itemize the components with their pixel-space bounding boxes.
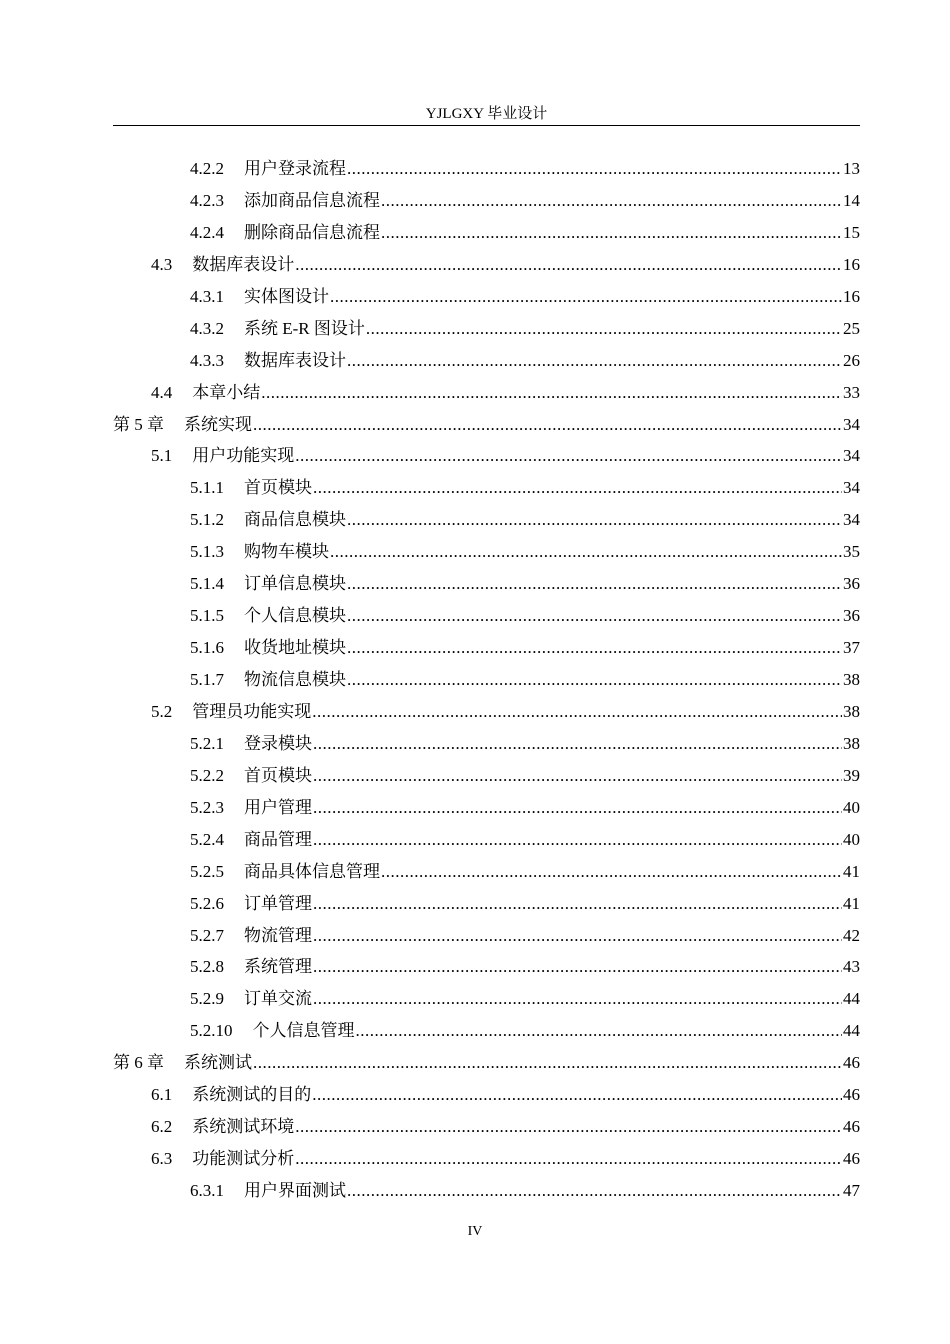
- toc-entry-number: 5.1.1: [190, 478, 224, 498]
- toc-dot-leader: [347, 1181, 842, 1201]
- page-header: YJLGXY 毕业设计: [113, 104, 860, 126]
- toc-entry-number: 5.1.6: [190, 638, 224, 658]
- toc-entry-number: 5.1.7: [190, 670, 224, 689]
- toc-entry-title: 添加商品信息流程: [244, 190, 380, 210]
- toc-entry-title: 实体图设计: [244, 286, 329, 306]
- toc-entry-page: 42: [843, 925, 860, 945]
- toc-entry-page: 46: [843, 1053, 860, 1073]
- toc-entry-number: 第 6 章: [113, 1053, 164, 1073]
- toc-dot-leader: [313, 957, 842, 977]
- toc-entry-number: 6.2: [151, 1117, 173, 1137]
- toc-entry-number: 6.1: [151, 1085, 173, 1105]
- toc-entry-number: 5.2.9: [190, 989, 224, 1009]
- toc-entry-page: 16: [843, 286, 860, 306]
- toc-entry-page: 25: [843, 318, 860, 338]
- toc-dot-leader: [253, 415, 842, 435]
- toc-entry-page: 40: [843, 829, 860, 849]
- toc-entry-page: 16: [843, 254, 860, 274]
- toc-entry-title: 系统管理: [244, 957, 312, 977]
- toc-entry-number: 4.2.2: [190, 159, 224, 178]
- toc-entry-page: 13: [843, 159, 860, 178]
- toc-entry-title: 收货地址模块: [244, 638, 346, 658]
- toc-entry[interactable]: [113, 1048, 860, 1080]
- toc-entry[interactable]: [113, 857, 860, 889]
- toc-entry-title: 删除商品信息流程: [244, 222, 380, 242]
- toc-entry-number: 4.2.4: [190, 222, 224, 242]
- toc-entry-page: 34: [843, 478, 860, 498]
- toc-dot-leader: [347, 574, 842, 594]
- toc-entry-number: 5.2.10: [190, 1021, 233, 1041]
- toc-entry-page: 35: [843, 542, 860, 562]
- toc-entry-number: 5.2.8: [190, 957, 224, 977]
- toc-entry[interactable]: [113, 410, 860, 442]
- toc-dot-leader: [295, 1117, 842, 1137]
- toc-dot-leader: [253, 1053, 842, 1073]
- toc-dot-leader: [381, 862, 842, 882]
- toc-entry[interactable]: [113, 1176, 860, 1208]
- toc-dot-leader: [313, 989, 842, 1009]
- toc-entry-number: 5.2.6: [190, 893, 224, 913]
- toc-entry-page: 15: [843, 222, 860, 242]
- toc-entry-number: 5.1: [151, 446, 173, 466]
- toc-entry-page: 34: [843, 414, 860, 434]
- toc-entry-title: 管理员功能实现: [192, 701, 312, 721]
- toc-entry-number: 5.2.1: [190, 733, 224, 753]
- toc-entry[interactable]: [113, 314, 860, 346]
- toc-entry[interactable]: [113, 665, 860, 697]
- toc-entry-page: 46: [843, 1117, 860, 1137]
- toc-entry-number: 4.4: [151, 382, 173, 402]
- toc-entry-page: 38: [843, 670, 860, 689]
- toc-entry-title: 数据库表设计: [244, 350, 346, 370]
- toc-entry-title: 商品管理: [244, 829, 312, 849]
- toc-entry-number: 4.3.3: [190, 350, 224, 370]
- toc-entry[interactable]: [113, 761, 860, 793]
- toc-entry-number: 5.2.5: [190, 861, 224, 881]
- toc-entry[interactable]: [113, 186, 860, 218]
- toc-entry-title: 用户界面测试: [244, 1181, 346, 1200]
- toc-entry-title: 用户功能实现: [192, 446, 295, 466]
- toc-dot-leader: [295, 446, 842, 466]
- toc-dot-leader: [330, 542, 842, 562]
- toc-entry-page: 46: [843, 1085, 860, 1105]
- toc-entry-title: 功能测试分析: [192, 1149, 295, 1169]
- toc-entry-number: 5.2: [151, 701, 173, 721]
- toc-entry-title: 首页模块: [244, 765, 312, 785]
- toc-dot-leader: [347, 351, 842, 371]
- toc-entry-title: 个人信息管理: [252, 1021, 355, 1041]
- toc-entry-title: 系统测试: [184, 1053, 252, 1073]
- toc-entry[interactable]: [113, 952, 860, 984]
- toc-entry-page: 14: [843, 190, 860, 210]
- toc-entry[interactable]: [113, 984, 860, 1016]
- toc-entry-number: 第 5 章: [113, 414, 164, 434]
- toc-dot-leader: [347, 510, 842, 530]
- toc-entry-page: 33: [843, 382, 860, 402]
- toc-dot-leader: [295, 1149, 842, 1169]
- toc-entry-number: 5.2.7: [190, 925, 224, 945]
- toc-dot-leader: [347, 638, 842, 658]
- toc-dot-leader: [295, 255, 842, 275]
- toc-dot-leader: [313, 830, 842, 850]
- toc-entry-title: 物流管理: [244, 925, 312, 945]
- toc-entry[interactable]: [113, 697, 860, 729]
- toc-entry-title: 数据库表设计: [192, 254, 295, 274]
- toc-entry[interactable]: [113, 1112, 860, 1144]
- toc-entry-title: 用户登录流程: [244, 159, 346, 178]
- page-number: IV: [467, 1224, 483, 1239]
- toc-entry-page: 44: [843, 989, 860, 1009]
- toc-entry[interactable]: [113, 1016, 860, 1048]
- toc-dot-leader: [313, 926, 842, 946]
- toc-entry[interactable]: [113, 601, 860, 633]
- toc-entry-title: 系统实现: [184, 414, 252, 434]
- toc-entry-title: 本章小结: [192, 382, 261, 402]
- toc-entry-title: 商品具体信息管理: [244, 861, 380, 881]
- toc-entry-page: 38: [843, 701, 860, 721]
- toc-entry-number: 5.1.3: [190, 542, 224, 562]
- toc-dot-leader: [381, 223, 842, 243]
- toc-entry[interactable]: [113, 921, 860, 953]
- toc-entry-title: 订单管理: [244, 893, 312, 913]
- toc-entry-page: 47: [843, 1181, 860, 1200]
- toc-dot-leader: [313, 478, 842, 498]
- toc-entry[interactable]: [113, 633, 860, 665]
- toc-entry-number: 4.3.1: [190, 286, 224, 306]
- toc-entry-page: 41: [843, 893, 860, 913]
- toc-entry-page: 36: [843, 574, 860, 594]
- toc-entry-title: 系统测试环境: [192, 1117, 295, 1137]
- toc-dot-leader: [313, 798, 842, 818]
- toc-entry-number: 6.3: [151, 1149, 173, 1169]
- toc-entry-title: 订单信息模块: [244, 574, 346, 594]
- toc-entry-page: 46: [843, 1149, 860, 1169]
- toc-entry[interactable]: [113, 473, 860, 505]
- toc-dot-leader: [313, 734, 842, 754]
- toc-dot-leader: [347, 606, 842, 626]
- toc-entry[interactable]: [113, 1144, 860, 1176]
- toc-entry-page: 40: [843, 797, 860, 817]
- toc-entry-number: 5.2.2: [190, 765, 224, 785]
- toc-entry-number: 5.1.2: [190, 510, 224, 530]
- toc-entry-title: 用户管理: [244, 797, 312, 817]
- toc-entry-title: 个人信息模块: [244, 606, 346, 626]
- toc-dot-leader: [347, 159, 842, 179]
- toc-dot-leader: [381, 191, 842, 211]
- toc-dot-leader: [313, 766, 842, 786]
- toc-entry-number: 5.2.4: [190, 829, 224, 849]
- toc-dot-leader: [313, 894, 842, 914]
- toc-dot-leader: [312, 1085, 842, 1105]
- toc-entry-title: 物流信息模块: [244, 670, 346, 689]
- toc-entry-number: 5.1.4: [190, 574, 224, 594]
- toc-entry[interactable]: [113, 378, 860, 410]
- toc-entry-title: 订单交流: [244, 989, 312, 1009]
- table-of-contents: [113, 154, 860, 1208]
- toc-entry[interactable]: [113, 793, 860, 825]
- toc-dot-leader: [261, 383, 842, 403]
- toc-entry-page: 41: [843, 861, 860, 881]
- toc-entry[interactable]: [113, 729, 860, 761]
- toc-entry[interactable]: [113, 1080, 860, 1112]
- toc-dot-leader: [356, 1021, 843, 1041]
- toc-entry[interactable]: [113, 250, 860, 282]
- toc-entry[interactable]: [113, 218, 860, 250]
- toc-entry-page: 37: [843, 638, 860, 658]
- toc-entry[interactable]: [113, 441, 860, 473]
- toc-entry-title: 商品信息模块: [244, 510, 346, 530]
- toc-entry-title: 登录模块: [244, 733, 312, 753]
- toc-entry-number: 4.3: [151, 254, 173, 274]
- toc-entry[interactable]: [113, 889, 860, 921]
- toc-entry-number: 5.2.3: [190, 797, 224, 817]
- toc-dot-leader: [330, 287, 842, 307]
- toc-entry-page: 43: [843, 957, 860, 977]
- toc-entry-page: 26: [843, 350, 860, 370]
- toc-dot-leader: [312, 702, 842, 722]
- toc-entry-number: 4.2.3: [190, 190, 224, 210]
- toc-entry-number: 5.1.5: [190, 606, 224, 626]
- toc-dot-leader: [366, 319, 842, 339]
- toc-entry-page: 39: [843, 765, 860, 785]
- toc-entry[interactable]: [113, 569, 860, 601]
- toc-entry-page: 44: [843, 1021, 860, 1041]
- toc-entry[interactable]: [113, 825, 860, 857]
- toc-entry[interactable]: [113, 505, 860, 537]
- toc-entry-page: 34: [843, 446, 860, 466]
- toc-entry-title: 购物车模块: [244, 542, 329, 562]
- toc-entry[interactable]: [113, 154, 860, 186]
- toc-entry-title: 首页模块: [244, 478, 312, 498]
- toc-entry-title: 系统测试的目的: [192, 1085, 312, 1105]
- toc-entry-page: 34: [843, 510, 860, 530]
- toc-entry[interactable]: [113, 282, 860, 314]
- toc-dot-leader: [347, 670, 842, 690]
- toc-entry[interactable]: [113, 537, 860, 569]
- toc-entry-page: 36: [843, 606, 860, 626]
- toc-entry-page: 38: [843, 733, 860, 753]
- toc-entry-number: 4.3.2: [190, 318, 224, 338]
- toc-entry-number: 6.3.1: [190, 1181, 224, 1200]
- toc-entry[interactable]: [113, 346, 860, 378]
- toc-entry-title: 系统 E-R 图设计: [244, 318, 365, 338]
